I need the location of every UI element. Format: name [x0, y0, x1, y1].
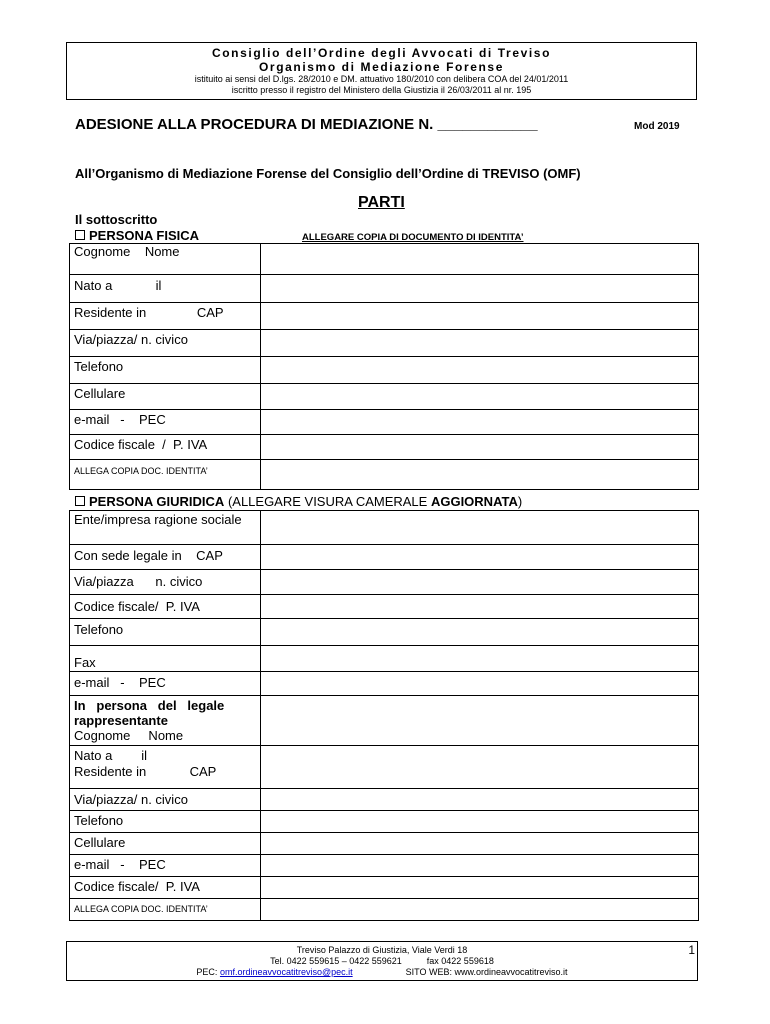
- field-label: Codice fiscale/ P. IVA: [70, 595, 261, 619]
- field-input[interactable]: [261, 275, 699, 303]
- field-label: Cognome Nome: [70, 244, 261, 275]
- table-row: [70, 595, 699, 619]
- header-council-name: Consiglio dell’Ordine degli Avvocati di Treviso: [211, 46, 552, 60]
- field-input[interactable]: [261, 746, 699, 764]
- addressee-line: All’Organismo di Mediazione Forense del Consiglio dell’Ordine di TREVISO (OMF): [75, 166, 581, 181]
- field-input[interactable]: [261, 811, 699, 833]
- field-label: ALLEGA COPIA DOC. IDENTITA’: [70, 460, 261, 490]
- legal-rep-label: In persona del legale rappresentante: [74, 698, 228, 728]
- persona-giuridica-option[interactable]: [75, 494, 522, 509]
- field-label: Telefono: [70, 357, 261, 384]
- field-label: ALLEGA COPIA DOC. IDENTITA’: [70, 899, 261, 921]
- field-label: Via/piazza n. civico: [70, 570, 261, 595]
- footer-contacts: [67, 967, 697, 978]
- field-input[interactable]: [261, 435, 699, 460]
- table-row: [70, 696, 699, 746]
- section-title-parti: PARTI: [358, 194, 405, 211]
- footer-address: Treviso Palazzo di Giustizia, Viale Verdi 18: [296, 945, 468, 955]
- legal-rep-name-label: Cognome Nome: [74, 728, 184, 743]
- footer-pec-link[interactable]: omf.ordineavvocatitreviso@pec.it: [219, 967, 353, 977]
- field-input[interactable]: [261, 899, 699, 921]
- field-input[interactable]: [261, 595, 699, 619]
- field-label: Codice fiscale / P. IVA: [70, 435, 261, 460]
- table-row: [70, 789, 699, 811]
- field-input[interactable]: [261, 672, 699, 696]
- field-input[interactable]: [261, 303, 699, 330]
- field-label: Residente in CAP: [70, 764, 261, 789]
- field-label: Cellulare: [70, 833, 261, 855]
- table-row: [70, 384, 699, 410]
- field-label: e-mail - PEC: [70, 410, 261, 435]
- header-registry-note: iscritto presso il registro del Ministero della Giustizia il 26/03/2011 al nr. 195: [231, 85, 532, 95]
- table-row: [70, 877, 699, 899]
- field-label: Nato a il: [70, 275, 261, 303]
- footer-site: SITO WEB: www.ordineavvocatitreviso.it: [405, 967, 568, 977]
- page-number: 1: [688, 943, 695, 957]
- field-label: Via/piazza/ n. civico: [70, 330, 261, 357]
- field-input[interactable]: [261, 833, 699, 855]
- footer-box: [66, 941, 698, 981]
- field-label: Con sede legale in CAP: [70, 545, 261, 570]
- field-input[interactable]: [261, 410, 699, 435]
- persona-fisica-table: [69, 243, 699, 490]
- table-row: [70, 619, 699, 646]
- persona-giuridica-note-suffix: ): [517, 494, 523, 509]
- table-row: [70, 811, 699, 833]
- persona-giuridica-label: PERSONA GIURIDICA: [89, 494, 225, 509]
- header-organism-name: Organismo di Mediazione Forense: [259, 60, 504, 74]
- field-label: Telefono: [70, 619, 261, 646]
- table-row: [70, 460, 699, 490]
- field-input[interactable]: [261, 357, 699, 384]
- table-row: [70, 330, 699, 357]
- field-input[interactable]: [261, 330, 699, 357]
- field-label: Residente in CAP: [70, 303, 261, 330]
- table-row: [70, 899, 699, 921]
- table-row: [70, 746, 699, 764]
- table-row: [70, 275, 699, 303]
- table-row: [70, 764, 699, 789]
- form-model-label: Mod 2019: [634, 121, 680, 132]
- field-input[interactable]: [261, 545, 699, 570]
- persona-fisica-note: ALLEGARE COPIA DI DOCUMENTO DI IDENTITA’: [302, 232, 524, 243]
- table-row: [70, 435, 699, 460]
- table-row: [70, 357, 699, 384]
- field-input[interactable]: [261, 384, 699, 410]
- field-input[interactable]: [261, 764, 699, 789]
- field-input[interactable]: [261, 460, 699, 490]
- field-label: [70, 696, 261, 746]
- field-label: Telefono: [70, 811, 261, 833]
- table-row: [70, 833, 699, 855]
- persona-giuridica-note-bold: AGGIORNATA: [430, 494, 518, 509]
- field-label: e-mail - PEC: [70, 672, 261, 696]
- table-row: [70, 303, 699, 330]
- field-input[interactable]: [261, 696, 699, 746]
- field-label: Fax: [70, 646, 261, 672]
- persona-giuridica-checkbox[interactable]: [75, 496, 85, 506]
- persona-fisica-option[interactable]: [75, 228, 199, 243]
- field-input[interactable]: [261, 511, 699, 545]
- table-row: [70, 646, 699, 672]
- footer-pec-label: PEC:: [196, 967, 220, 977]
- field-input[interactable]: [261, 619, 699, 646]
- field-input[interactable]: [261, 855, 699, 877]
- header-box: [66, 42, 697, 100]
- sottoscritto-label: Il sottoscritto: [75, 212, 158, 227]
- field-input[interactable]: [261, 877, 699, 899]
- table-row: [70, 545, 699, 570]
- field-label: e-mail - PEC: [70, 855, 261, 877]
- table-row: [70, 410, 699, 435]
- field-label: Via/piazza/ n. civico: [70, 789, 261, 811]
- field-label: Nato a il: [70, 746, 261, 764]
- field-label: Codice fiscale/ P. IVA: [70, 877, 261, 899]
- form-title: ADESIONE ALLA PROCEDURA DI MEDIAZIONE N. ____________: [75, 116, 538, 133]
- field-label: Ente/impresa ragione sociale: [70, 511, 261, 545]
- table-row: [70, 570, 699, 595]
- persona-giuridica-table: [69, 510, 699, 921]
- table-row: [70, 511, 699, 545]
- persona-giuridica-note-prefix: (ALLEGARE VISURA CAMERALE: [227, 494, 431, 509]
- table-row: [70, 244, 699, 275]
- persona-fisica-label: PERSONA FISICA: [89, 228, 200, 243]
- field-input[interactable]: [261, 646, 699, 672]
- field-input[interactable]: [261, 570, 699, 595]
- field-input[interactable]: [261, 789, 699, 811]
- field-label: Cellulare: [70, 384, 261, 410]
- header-institution-note: istituito ai sensi del D.lgs. 28/2010 e DM. attuativo 180/2010 con delibera COA del 24/01/2011: [194, 74, 569, 84]
- footer-phones: Tel. 0422 559615 – 0422 559621 fax 0422 559618: [270, 956, 494, 966]
- persona-fisica-checkbox[interactable]: [75, 230, 85, 240]
- field-input[interactable]: [261, 244, 699, 275]
- table-row: [70, 855, 699, 877]
- table-row: [70, 672, 699, 696]
